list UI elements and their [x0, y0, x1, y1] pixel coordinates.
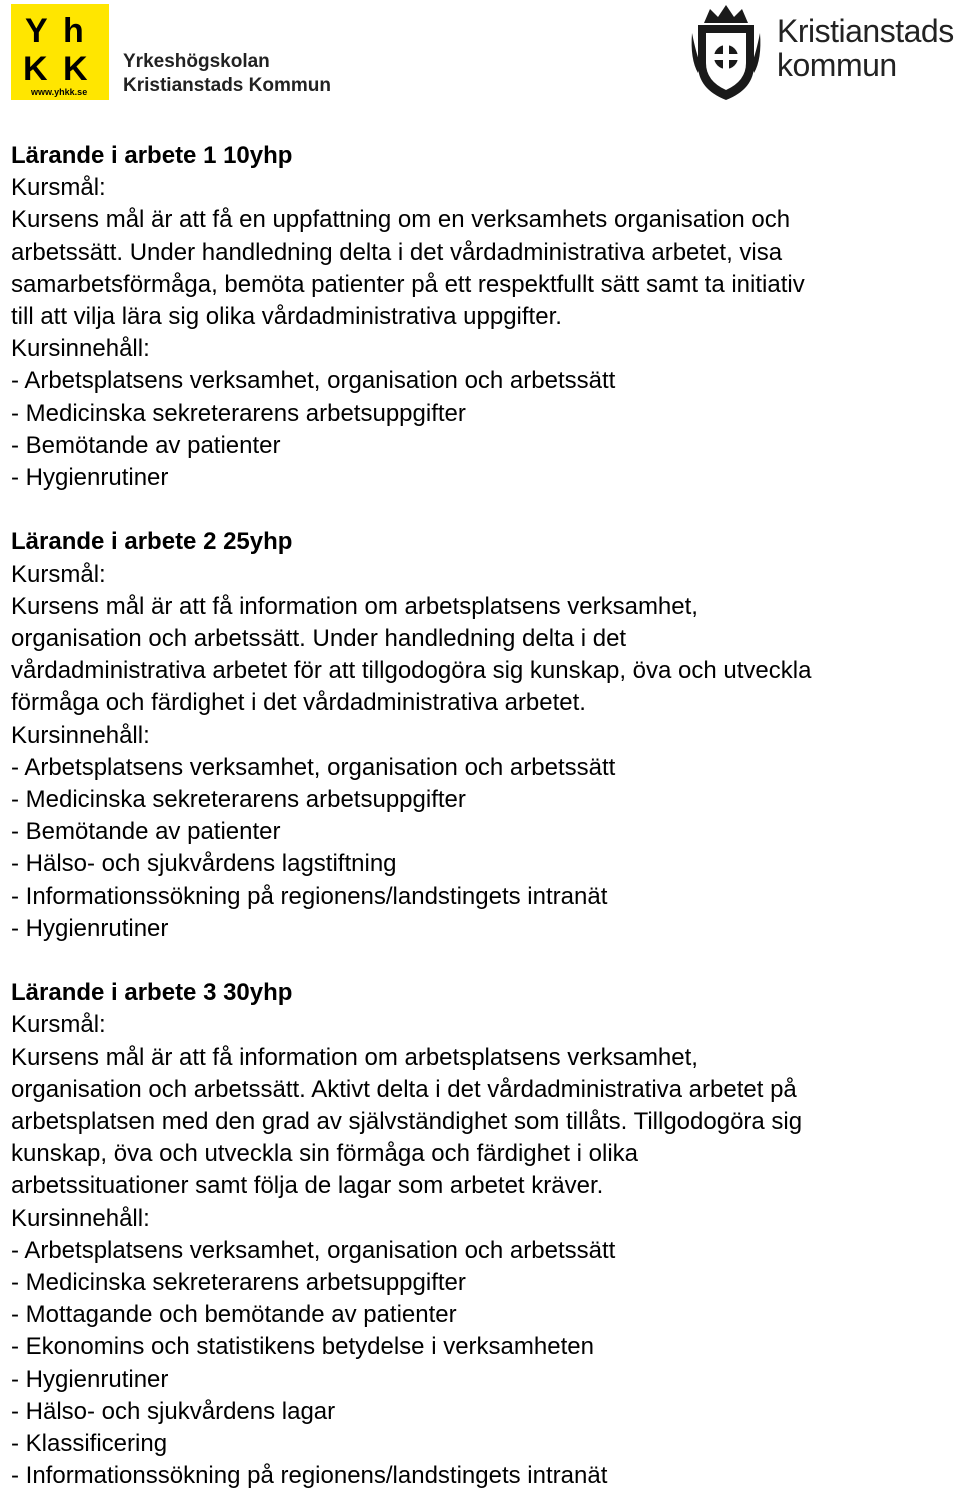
yh-logo-letters: [11, 4, 109, 84]
course-section-2: [11, 526, 951, 945]
course-title: Lärande i arbete 1 10yhp: [11, 142, 293, 169]
goals-line: organisation och arbetssätt. Aktivt delta i det vårdadministrativa arbetet på: [11, 1075, 797, 1103]
yh-letter-1: Y: [25, 12, 48, 50]
yh-letter-4: K: [63, 50, 88, 84]
goals-line: organisation och arbetssätt. Under handledning delta i det: [11, 625, 627, 653]
goals-label: Kursmål:: [11, 560, 106, 588]
content-label: Kursinnehåll:: [11, 1204, 150, 1232]
content-item: - Klassificering: [11, 1430, 168, 1458]
content-item: - Medicinska sekreterarens arbetsuppgifter: [11, 399, 466, 427]
goals-line: arbetssätt. Under handledning delta i det vårdadministrativa arbetet, visa: [11, 238, 783, 266]
goals-line: kunskap, öva och utveckla sin förmåga och färdighet i olika: [11, 1140, 639, 1168]
course-title: Lärande i arbete 3 30yhp: [11, 979, 293, 1007]
content-label: Kursinnehåll:: [11, 335, 150, 363]
section-spacer: [11, 945, 951, 977]
content-item: - Arbetsplatsens verksamhet, organisation och arbetssätt: [11, 367, 616, 395]
goals-line: arbetsplatsen med den grad av självständighet som tillåts. Tillgodogöra sig: [11, 1108, 803, 1136]
content-item: - Informationssökning på regionens/landstingets intranät: [11, 882, 608, 910]
kk-name: [777, 14, 954, 82]
content-item: - Hygienrutiner: [11, 464, 169, 492]
yh-letter-3: K: [23, 50, 48, 84]
yh-name-line1: Yrkeshögskolan: [123, 51, 270, 72]
yh-logo: [11, 4, 109, 100]
content-item: - Hälso- och sjukvårdens lagstiftning: [11, 850, 397, 878]
content-item: - Medicinska sekreterarens arbetsuppgifter: [11, 786, 466, 814]
content-item: - Hygienrutiner: [11, 1365, 169, 1393]
content-item: - Hälso- och sjukvårdens lagar: [11, 1397, 336, 1425]
kk-name-line2: kommun: [777, 47, 897, 83]
course-section-1: [11, 140, 951, 494]
content-item: - Bemötande av patienter: [11, 818, 281, 846]
content-item: - Informationssökning på regionens/landstingets intranät: [11, 1462, 608, 1490]
goals-line: Kursens mål är att få information om arbetsplatsens verksamhet,: [11, 592, 698, 620]
content-item: - Arbetsplatsens verksamhet, organisation och arbetssätt: [11, 1236, 616, 1264]
course-document: [11, 140, 951, 1493]
goals-line: samarbetsförmåga, bemöta patienter på ett respektfullt sätt samt ta initiativ: [11, 270, 805, 298]
goals-line: arbetssituationer samt följa de lagar som arbetet kräver.: [11, 1172, 604, 1200]
content-item: - Medicinska sekreterarens arbetsuppgifter: [11, 1269, 466, 1297]
content-list: [11, 365, 951, 494]
content-list: [11, 752, 951, 945]
course-title: Lärande i arbete 2 25yhp: [11, 528, 293, 556]
goals-line: vårdadministrativa arbetet för att tillgodogöra sig kunskap, öva och utveckla: [11, 657, 812, 685]
goals-line: Kursens mål är att få en uppfattning om en verksamhets organisation och: [11, 206, 791, 234]
goals-line: Kursens mål är att få information om arbetsplatsens verksamhet,: [11, 1043, 698, 1071]
yh-name: [123, 50, 331, 98]
content-item: - Mottagande och bemötande av patienter: [11, 1301, 457, 1329]
goals-line: förmåga och färdighet i det vårdadministrativa arbetet.: [11, 689, 586, 717]
content-item: - Hygienrutiner: [11, 914, 169, 942]
goals-label: Kursmål:: [11, 174, 106, 202]
yh-letter-2: h: [63, 12, 84, 50]
content-item: - Arbetsplatsens verksamhet, organisation och arbetssätt: [11, 753, 616, 781]
content-label: Kursinnehåll:: [11, 721, 150, 749]
content-item: - Bemötande av patienter: [11, 431, 281, 459]
section-spacer: [11, 494, 951, 526]
goals-label: Kursmål:: [11, 1011, 106, 1039]
yh-url: www.yhkk.se: [31, 87, 88, 97]
content-list: [11, 1235, 951, 1493]
kristianstad-crest-icon: [690, 3, 762, 103]
content-item: - Ekonomins och statistikens betydelse i verksamheten: [11, 1333, 594, 1361]
goals-line: till att vilja lära sig olika vårdadministrativa uppgifter.: [11, 303, 562, 331]
kk-name-line1: Kristianstads: [777, 13, 954, 49]
yh-name-line2: Kristianstads Kommun: [123, 75, 331, 96]
course-section-3: [11, 977, 951, 1492]
